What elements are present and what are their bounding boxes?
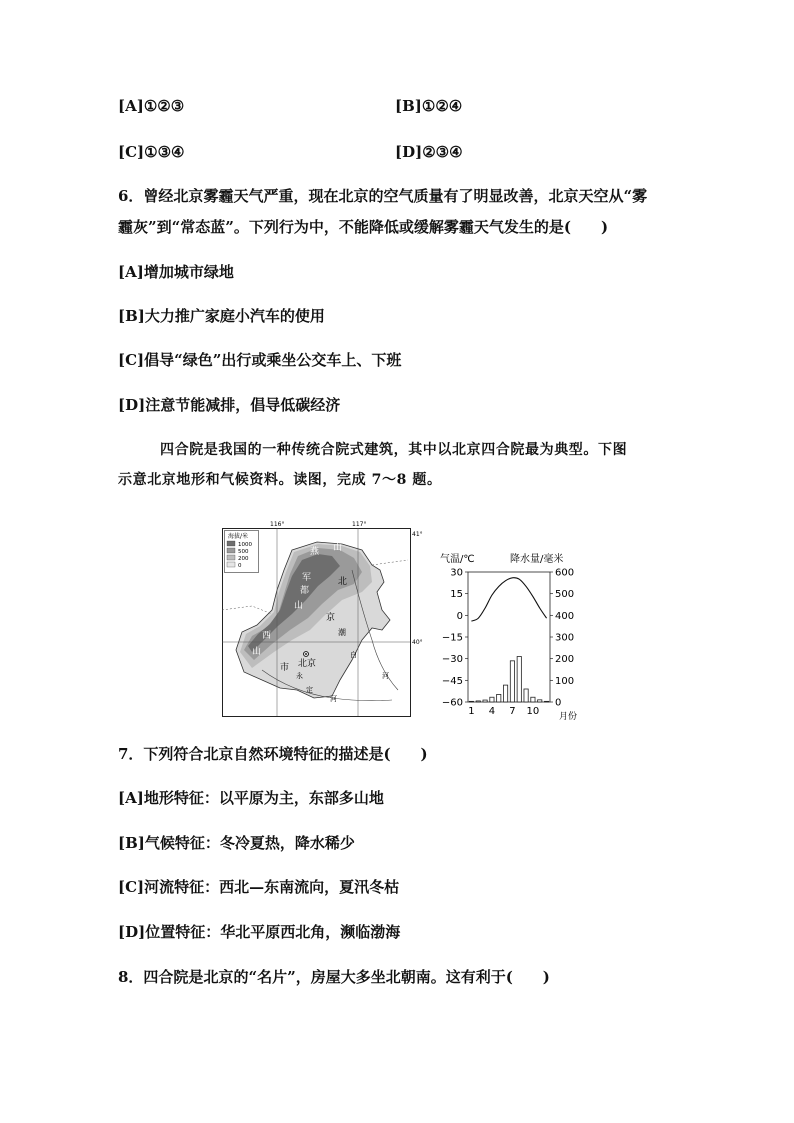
y-left-tick-label: 30 (450, 567, 463, 579)
option-7a: [A]地形特征：以平原为主，东部多山地 (118, 789, 384, 807)
legend-item-200: 200 (238, 556, 249, 562)
climate-chart (440, 552, 577, 720)
y-right-tick-label: 300 (555, 632, 575, 644)
y-left-tick-label: −30 (441, 654, 463, 666)
legend-item-0: 0 (238, 563, 242, 569)
option-6b: [B]大力推广家庭小汽车的使用 (118, 307, 325, 325)
y-left-tick-label: −15 (441, 632, 463, 644)
question-8-stem: 8．四合院是北京的“名片”，房屋大多坐北朝南。这有利于( ) (118, 968, 550, 986)
legend-item-1000: 1000 (238, 542, 252, 548)
y-left-tick-label: 0 (456, 610, 463, 622)
map-label-bei: 北 (338, 577, 348, 587)
x-tick-label: 10 (526, 706, 540, 717)
map-label-ding: 定 (306, 686, 313, 694)
option-5a: [A]①②③ (118, 97, 185, 115)
lon-label-117: 117° (352, 521, 367, 528)
question-7-stem: 7．下列符合北京自然环境特征的描述是( ) (118, 745, 428, 763)
option-7d: [D]位置特征：华北平原西北角，濒临渤海 (118, 923, 401, 941)
option-7c: [C]河流特征：西北—东南流向，夏汛冬枯 (118, 878, 400, 896)
passage-line2: 示意北京地形和气候资料。读图，完成 7～8 题。 (118, 472, 442, 488)
legend-item-500: 500 (238, 549, 249, 555)
precipitation-bar (469, 701, 473, 702)
lat-label-40: 40° (412, 639, 423, 646)
map-label-yong: 永 (296, 672, 303, 680)
option-5d: [D]②③④ (395, 143, 463, 161)
option-5b: [B]①②④ (395, 97, 463, 115)
precipitation-bar (531, 697, 535, 702)
precipitation-bar (503, 685, 507, 702)
map-label-du: 都 (300, 586, 310, 596)
terrain-map (222, 521, 423, 717)
precipitation-bar (483, 700, 487, 702)
map-label-he2: 河 (330, 695, 337, 703)
precipitation-bar (544, 701, 548, 702)
beijing-figure (222, 520, 582, 720)
y-right-tick-label: 100 (555, 675, 575, 687)
map-label-jing: 京 (326, 613, 336, 623)
y-left-tick-label: −45 (441, 675, 463, 687)
y-right-label: 降水量/毫米 (510, 554, 564, 565)
question-6-stem-line2: 霾灰”到“常态蓝”。下列行为中，不能降低或缓解雾霾天气发生的是( ) (118, 218, 609, 236)
y-right-tick-label: 0 (555, 697, 562, 709)
map-label-shan2: 山 (294, 601, 304, 611)
x-label: 月份 (559, 712, 578, 720)
y-right-tick-label: 500 (555, 589, 575, 601)
y-right-tick-label: 600 (555, 567, 575, 579)
map-label-shan: 山 (333, 543, 343, 553)
map-label-chao: 潮 (338, 628, 346, 637)
y-right-tick-label: 200 (555, 654, 575, 666)
lon-label-116: 116° (270, 521, 285, 528)
question-6-stem-line1: 6．曾经北京雾霾天气严重，现在北京的空气质量有了明显改善，北京天空从“雾 (118, 187, 648, 205)
precipitation-bar (524, 689, 528, 702)
option-5c: [C]①③④ (118, 143, 185, 161)
y-right-tick-label: 400 (555, 610, 575, 622)
lat-label-41: 41° (412, 531, 423, 538)
map-label-yan: 燕 (310, 547, 320, 557)
precipitation-bar (490, 697, 494, 702)
map-label-he: 河 (382, 672, 389, 680)
chart-plot-frame (468, 572, 550, 702)
map-label-shan3: 山 (252, 647, 262, 657)
option-6d: [D]注意节能减排，倡导低碳经济 (118, 396, 341, 414)
passage-line1: 四合院是我国的一种传统合院式建筑，其中以北京四合院最为典型。下图 (160, 442, 628, 458)
precipitation-bar (510, 661, 514, 702)
map-label-beijing: 北京 (298, 659, 317, 669)
option-7b: [B]气候特征：冬冷夏热，降水稀少 (118, 834, 355, 852)
y-left-tick-label: 15 (450, 589, 463, 601)
map-label-xi: 西 (262, 631, 272, 641)
x-tick-label: 4 (488, 706, 496, 717)
map-label-shi: 市 (280, 663, 290, 673)
y-left-tick-label: −60 (441, 697, 463, 709)
y-left-label: 气温/℃ (440, 554, 475, 565)
legend-title: 海拔/米 (228, 533, 249, 540)
temperature-line (471, 578, 546, 621)
map-label-jun: 军 (302, 573, 312, 583)
x-tick-label: 7 (509, 706, 516, 717)
option-6a: [A]增加城市绿地 (118, 263, 234, 281)
precipitation-bar (476, 701, 480, 702)
precipitation-bar (497, 694, 501, 702)
map-legend (225, 531, 259, 573)
map-label-bai: 白 (350, 651, 357, 659)
precipitation-bar (538, 700, 542, 702)
precipitation-bar (517, 657, 521, 703)
option-6c: [C]倡导“绿色”出行或乘坐公交车上、下班 (118, 351, 402, 369)
x-tick-label: 1 (468, 706, 475, 717)
